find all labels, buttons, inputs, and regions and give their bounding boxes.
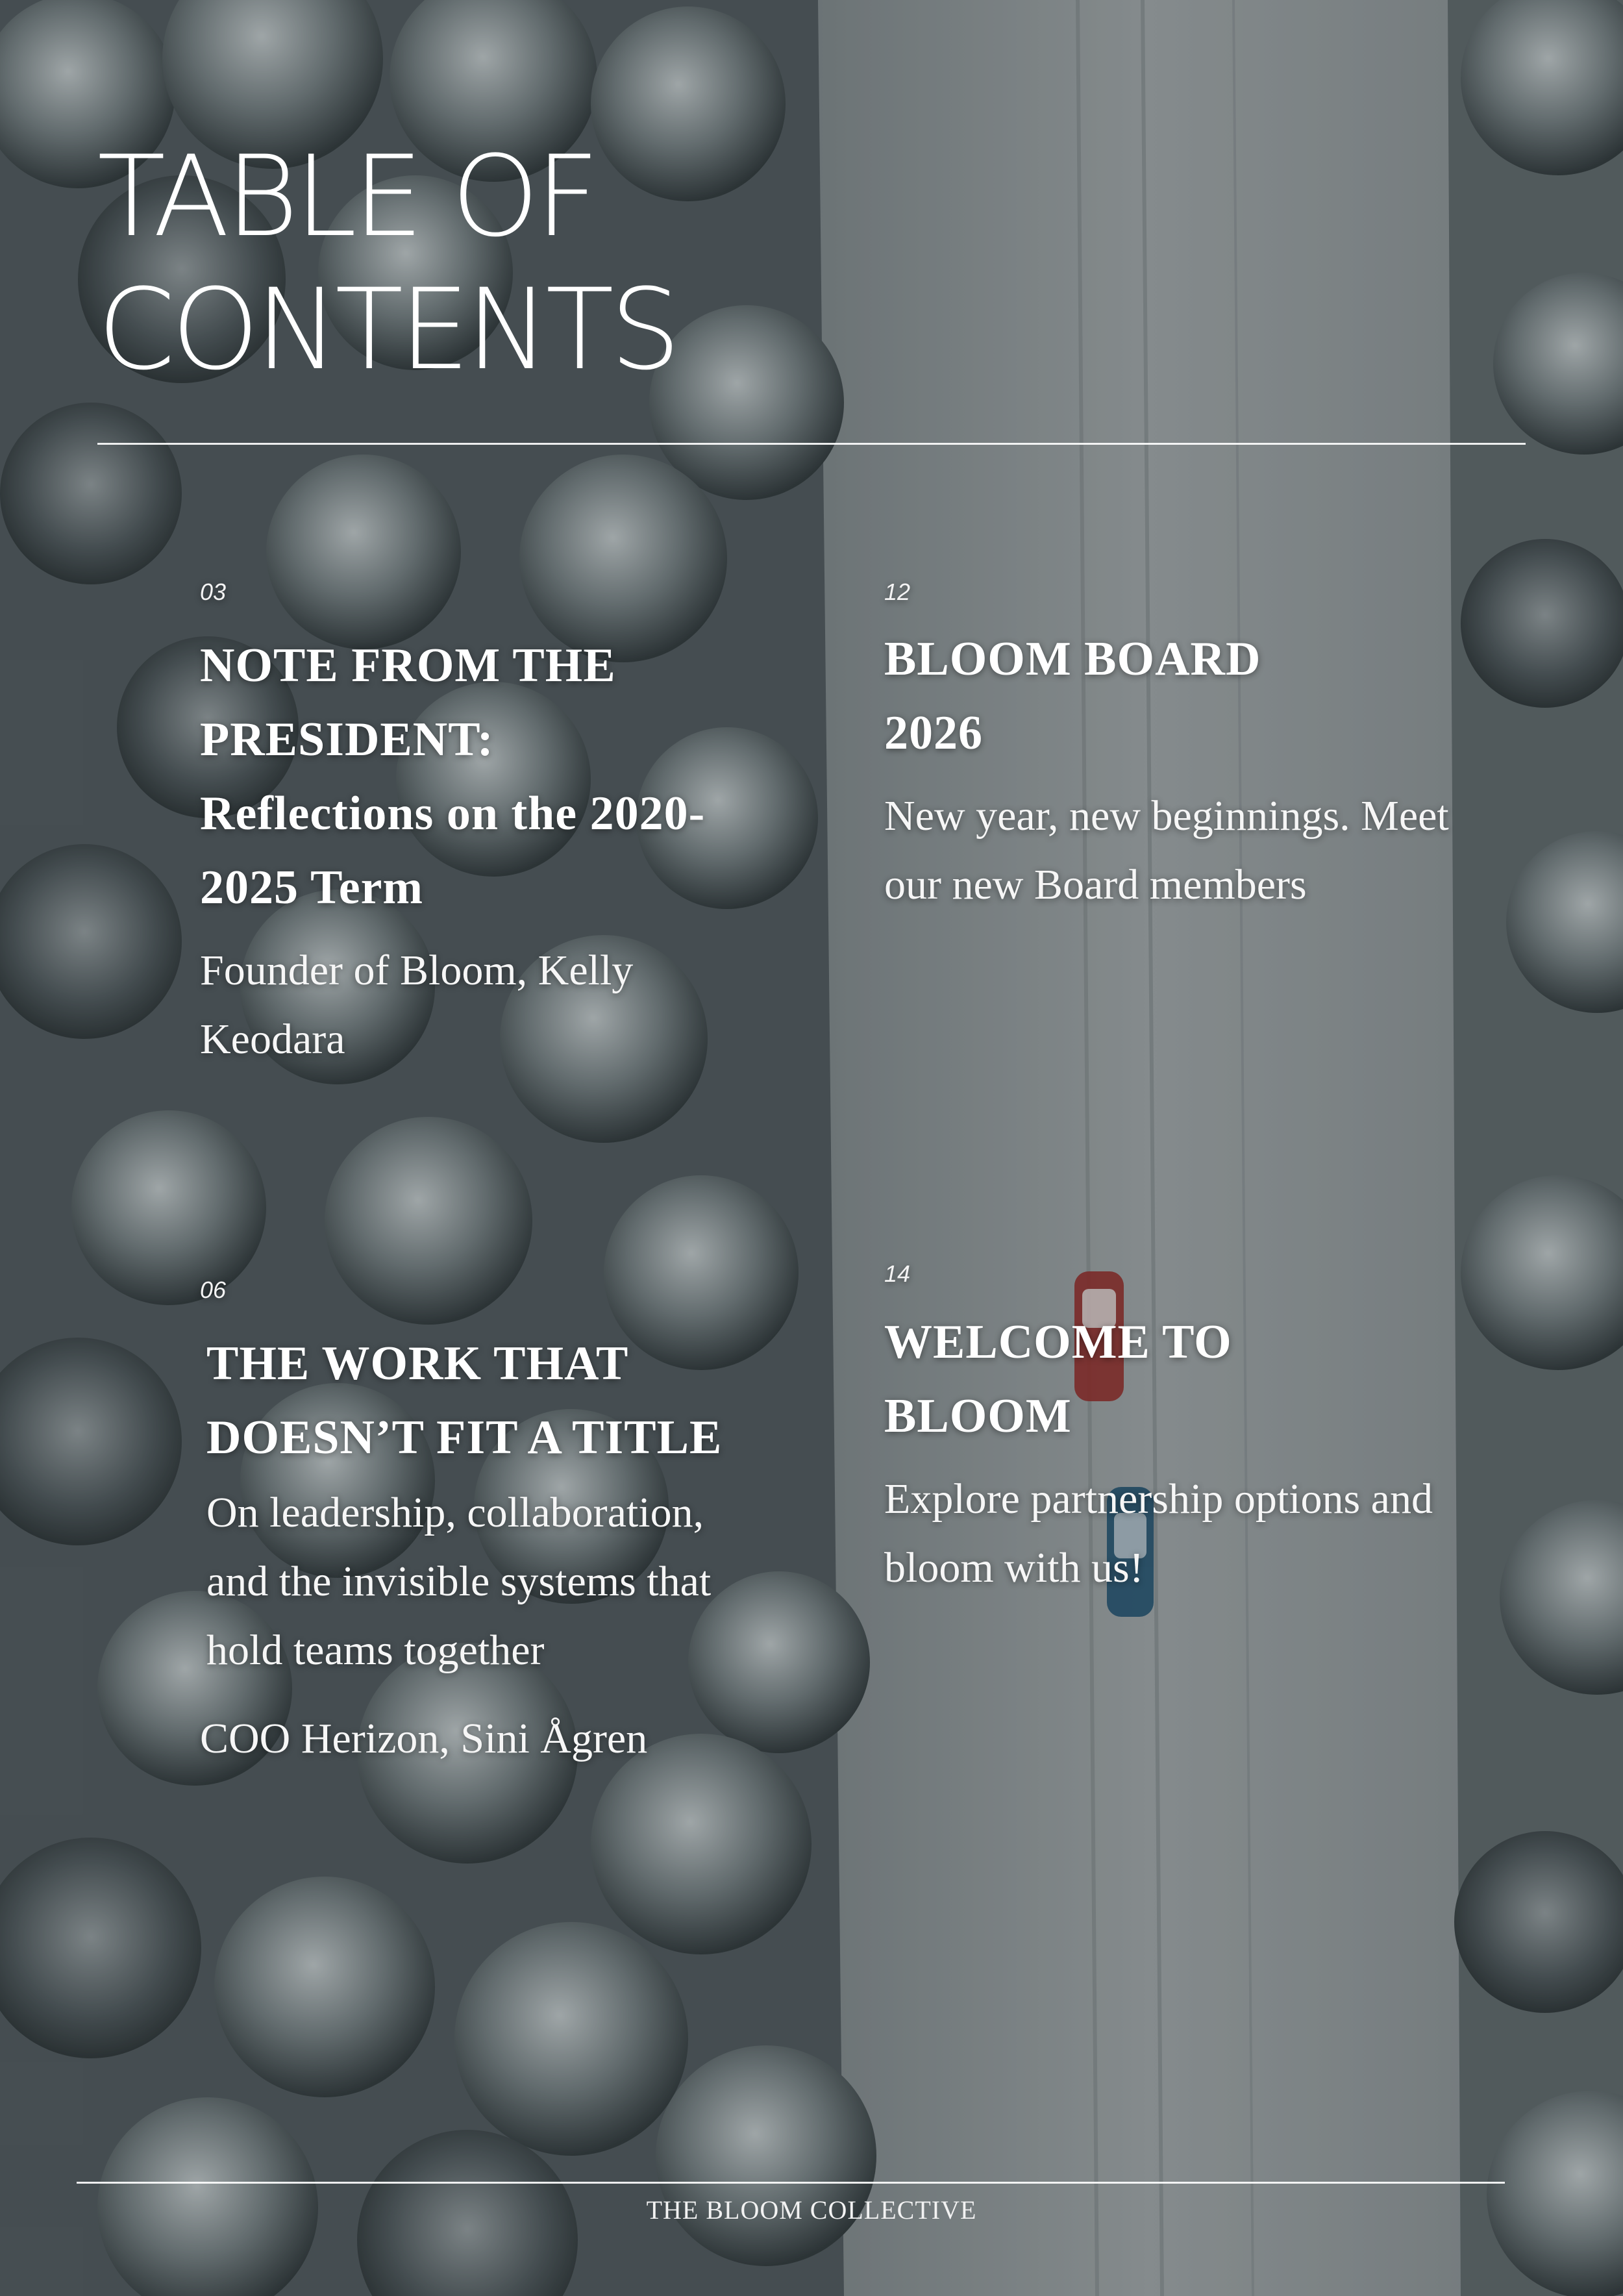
entry-title: THE WORK THAT DOESN’T FIT A TITLE (206, 1337, 723, 1464)
entry-subtitle: Reflections on the 2020-2025 Term (200, 787, 706, 914)
entry-title: BLOOM BOARD 2026 (884, 632, 1261, 760)
toc-entry-welcome[interactable] (884, 1260, 1468, 1603)
page-number: 14 (884, 1260, 911, 1287)
entry-description: On leadership, collaboration, and the invisible systems that hold teams together (206, 1489, 712, 1674)
toc-entry-work-title[interactable] (200, 1276, 771, 1773)
page-number: 12 (884, 579, 911, 605)
page-number: 03 (200, 579, 227, 605)
entry-description: Explore partnership options and bloom with us! (884, 1475, 1433, 1591)
page-number: 06 (200, 1277, 227, 1303)
page-title (97, 130, 677, 396)
bottom-divider (77, 2182, 1505, 2184)
entry-title-main: NOTE FROM THE PRESIDENT: (200, 639, 616, 766)
entry-title (200, 629, 771, 925)
footer-publication-name: THE BLOOM COLLECTIVE (646, 2195, 977, 2225)
entry-description: New year, new beginnings. Meet our new Board members (884, 792, 1449, 908)
title-line-1: TABLE OF (97, 131, 596, 262)
toc-entry-bloom-board[interactable] (884, 578, 1507, 919)
entry-title: WELCOME TO BLOOM (884, 1316, 1232, 1443)
entry-author: COO Herizon, Sini Ågren (200, 1715, 648, 1762)
toc-entry-president-note[interactable] (200, 578, 771, 1074)
entry-description: Founder of Bloom, Kelly Keodara (200, 947, 634, 1063)
title-line-2: CONTENTS (97, 264, 677, 395)
top-divider (97, 443, 1526, 445)
